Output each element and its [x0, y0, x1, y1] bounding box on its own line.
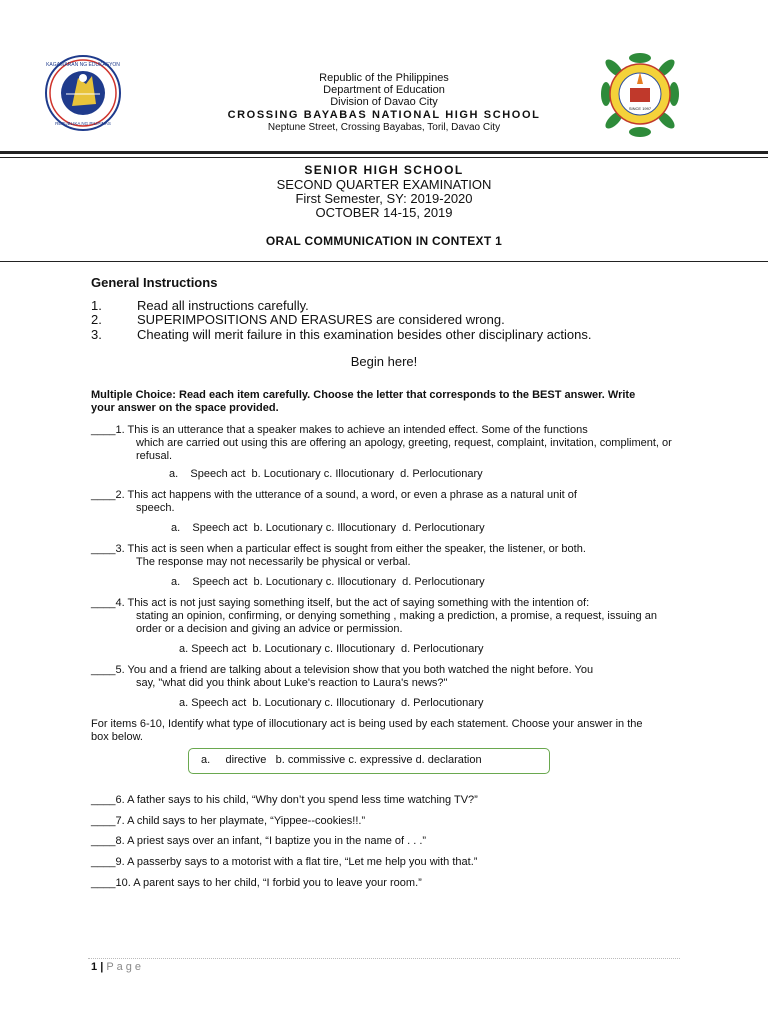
exam-semester: First Semester, SY: 2019-2020: [295, 191, 473, 206]
question-item: ____10. A parent says to her child, “I forbid you to leave your room.”: [91, 877, 422, 889]
instruction-number: 3.: [91, 327, 102, 342]
question-first-line: ____4. This act is not just saying something itself, but the act of saying something with the intention of:: [91, 597, 590, 609]
question-first-line: ____5. You and a friend are talking about a television show that you both watched the night before. You: [91, 664, 594, 676]
multiple-choice-heading: Multiple Choice: Read each item carefully. Choose the letter that corresponds to the BEST answer. Write your answer on the space provided.: [91, 389, 636, 414]
question-continuation: say, "what did you think about Luke's reaction to Laura's news?": [136, 677, 448, 689]
question-item: ____6. A father says to his child, “Why don’t you spend less time watching TV?”: [91, 794, 478, 806]
choices-line: a. Speech act b. Locutionary c. Illocutionary d. Perlocutionary: [171, 576, 485, 588]
instruction-item: [91, 327, 691, 343]
header-department: Department of Education: [323, 84, 445, 96]
items-6-10-intro: For items 6-10, Identify what type of illocutionary act is being used by each statement. Choose your answer in the box below.: [91, 718, 643, 743]
question-item: [91, 489, 681, 515]
answer-choices-box: [188, 748, 550, 774]
choices-line: a. Speech act b. Locutionary c. Illocutionary d. Perlocutionary: [179, 643, 484, 655]
choices-line: a. Speech act b. Locutionary c. Illocutionary d. Perlocutionary: [171, 522, 485, 534]
instruction-number: 2.: [91, 312, 102, 327]
svg-text:SINCE 1997: SINCE 1997: [628, 106, 652, 111]
page-footer: [91, 961, 144, 973]
instruction-text: Cheating will merit failure in this examination besides other disciplinary actions.: [137, 327, 592, 342]
question-item: ____9. A passerby says to a motorist with a flat tire, “Let me help you with that.”: [91, 856, 478, 868]
header-division: Division of Davao City: [330, 96, 438, 108]
choices-line: a. Speech act b. Locutionary c. Illocutionary d. Perlocutionary: [169, 468, 483, 480]
begin-here: Begin here!: [350, 354, 418, 369]
page-label: Page: [106, 961, 145, 973]
svg-text:REPUBLIKA NG PILIPINAS: REPUBLIKA NG PILIPINAS: [55, 121, 111, 126]
question-continuation: speech.: [136, 502, 175, 514]
question-item: [91, 597, 681, 636]
instructions-heading: General Instructions: [91, 275, 218, 290]
svg-text:KAGAWARAN NG EDUKASYON: KAGAWARAN NG EDUKASYON: [46, 62, 120, 68]
footer-rule: [88, 958, 680, 959]
header-divider-thin: [0, 157, 768, 158]
instruction-text: SUPERIMPOSITIONS AND ERASURES are considered wrong.: [137, 312, 505, 327]
exam-level: SENIOR HIGH SCHOOL: [304, 163, 464, 177]
question-continuation: which are carried out using this are offering an apology, greeting, request, complaint, invitation, compliment, or refusal.: [136, 437, 672, 462]
question-first-line: ____3. This act is seen when a particular effect is sought from either the speaker, the listener, or both.: [91, 543, 586, 555]
question-continuation: stating an opinion, confirming, or denying something , making a prediction, a promise, a request, issuing an order or a decision and giving an advice or permission.: [136, 610, 657, 635]
exam-subject: ORAL COMMUNICATION IN CONTEXT 1: [265, 234, 503, 248]
instruction-text: Read all instructions carefully.: [137, 298, 309, 313]
header-address: Neptune Street, Crossing Bayabas, Toril, Davao City: [267, 122, 501, 133]
subject-divider: [0, 261, 768, 262]
question-item: ____8. A priest says over an infant, “I baptize you in the name of . . .”: [91, 835, 427, 847]
instruction-item: [91, 312, 691, 328]
question-first-line: ____2. This act happens with the utterance of a sound, a word, or even a phrase as a natural unit of: [91, 489, 577, 501]
header-republic: Republic of the Philippines: [319, 72, 449, 84]
header-divider-thick: [0, 151, 768, 154]
page-number: 1: [91, 961, 98, 973]
answer-choices-text: a. directive b. commissive c. expressive d. declaration: [201, 754, 482, 766]
header-school-name: CROSSING BAYABAS NATIONAL HIGH SCHOOL: [227, 109, 541, 121]
page-separator: |: [100, 961, 104, 973]
question-first-line: ____1. This is an utterance that a speaker makes to achieve an intended effect. Some of the functions: [91, 424, 588, 436]
exam-quarter: SECOND QUARTER EXAMINATION: [276, 177, 492, 192]
instruction-number: 1.: [91, 298, 102, 313]
question-item: [91, 424, 681, 463]
question-item: [91, 543, 681, 569]
question-item: [91, 664, 681, 690]
exam-dates: OCTOBER 14-15, 2019: [315, 205, 453, 220]
choices-line: a. Speech act b. Locutionary c. Illocutionary d. Perlocutionary: [179, 697, 484, 709]
question-continuation: The response may not necessarily be physical or verbal.: [136, 556, 411, 568]
question-item: ____7. A child says to her playmate, “Yippee--cookies!!.”: [91, 815, 366, 827]
